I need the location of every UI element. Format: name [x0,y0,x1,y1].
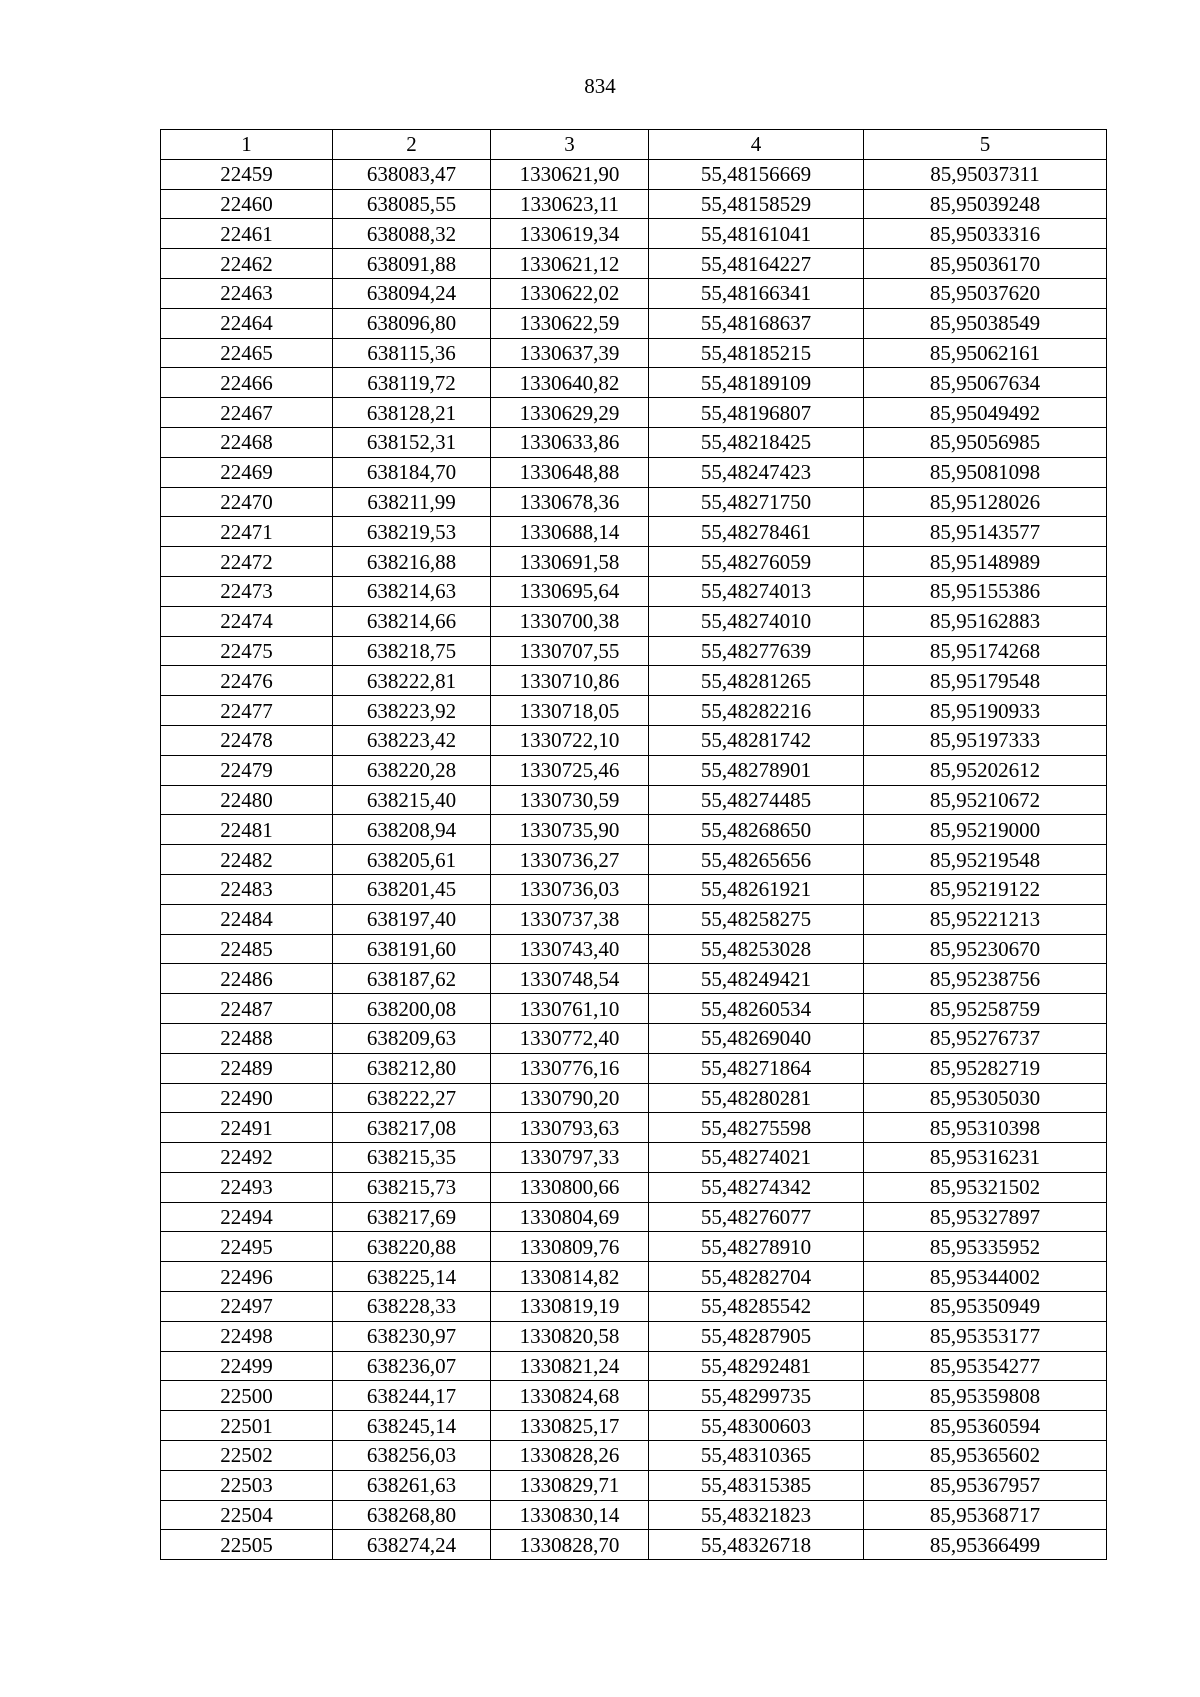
x-coordinate-cell: 638222,81 [333,666,491,696]
point-number-cell: 22476 [161,666,333,696]
column-header: 3 [491,130,649,160]
x-coordinate-cell: 638191,60 [333,934,491,964]
table-row [161,219,1107,249]
longitude-cell: 85,95039248 [864,189,1107,219]
y-coordinate-cell: 1330820,58 [491,1321,649,1351]
point-number-cell: 22470 [161,487,333,517]
point-number-cell: 22490 [161,1083,333,1113]
latitude-cell: 55,48278901 [649,755,864,785]
point-number-cell: 22495 [161,1232,333,1262]
y-coordinate-cell: 1330700,38 [491,606,649,636]
x-coordinate-cell: 638152,31 [333,427,491,457]
x-coordinate-cell: 638128,21 [333,398,491,428]
table-row [161,1172,1107,1202]
latitude-cell: 55,48274013 [649,576,864,606]
point-number-cell: 22474 [161,606,333,636]
latitude-cell: 55,48261921 [649,874,864,904]
y-coordinate-cell: 1330821,24 [491,1351,649,1381]
y-coordinate-cell: 1330824,68 [491,1381,649,1411]
x-coordinate-cell: 638212,80 [333,1053,491,1083]
point-number-cell: 22473 [161,576,333,606]
latitude-cell: 55,48247423 [649,457,864,487]
y-coordinate-cell: 1330735,90 [491,815,649,845]
latitude-cell: 55,48268650 [649,815,864,845]
table-row [161,1143,1107,1173]
y-coordinate-cell: 1330648,88 [491,457,649,487]
column-header: 4 [649,130,864,160]
latitude-cell: 55,48166341 [649,278,864,308]
longitude-cell: 85,95219548 [864,845,1107,875]
table-row [161,755,1107,785]
table-row [161,1411,1107,1441]
y-coordinate-cell: 1330619,34 [491,219,649,249]
latitude-cell: 55,48299735 [649,1381,864,1411]
point-number-cell: 22464 [161,308,333,338]
point-number-cell: 22500 [161,1381,333,1411]
table-header [161,130,1107,160]
point-number-cell: 22496 [161,1262,333,1292]
table-row [161,1023,1107,1053]
y-coordinate-cell: 1330718,05 [491,696,649,726]
y-coordinate-cell: 1330621,90 [491,159,649,189]
point-number-cell: 22505 [161,1530,333,1560]
latitude-cell: 55,48158529 [649,189,864,219]
point-number-cell: 22472 [161,547,333,577]
point-number-cell: 22484 [161,904,333,934]
x-coordinate-cell: 638261,63 [333,1470,491,1500]
y-coordinate-cell: 1330830,14 [491,1500,649,1530]
y-coordinate-cell: 1330737,38 [491,904,649,934]
longitude-cell: 85,95067634 [864,368,1107,398]
table-row [161,725,1107,755]
table-row [161,487,1107,517]
y-coordinate-cell: 1330691,58 [491,547,649,577]
point-number-cell: 22465 [161,338,333,368]
point-number-cell: 22481 [161,815,333,845]
longitude-cell: 85,95360594 [864,1411,1107,1441]
y-coordinate-cell: 1330710,86 [491,666,649,696]
table-row [161,666,1107,696]
latitude-cell: 55,48271864 [649,1053,864,1083]
x-coordinate-cell: 638209,63 [333,1023,491,1053]
longitude-cell: 85,95366499 [864,1530,1107,1560]
page-number: 834 [584,74,616,98]
x-coordinate-cell: 638215,40 [333,785,491,815]
table-row [161,1083,1107,1113]
point-number-cell: 22503 [161,1470,333,1500]
latitude-cell: 55,48281742 [649,725,864,755]
table-row [161,398,1107,428]
table-row [161,1530,1107,1560]
latitude-cell: 55,48310365 [649,1441,864,1471]
x-coordinate-cell: 638091,88 [333,249,491,279]
x-coordinate-cell: 638085,55 [333,189,491,219]
latitude-cell: 55,48258275 [649,904,864,934]
point-number-cell: 22489 [161,1053,333,1083]
latitude-cell: 55,48253028 [649,934,864,964]
longitude-cell: 85,95310398 [864,1113,1107,1143]
y-coordinate-cell: 1330828,70 [491,1530,649,1560]
y-coordinate-cell: 1330640,82 [491,368,649,398]
y-coordinate-cell: 1330722,10 [491,725,649,755]
latitude-cell: 55,48276077 [649,1202,864,1232]
longitude-cell: 85,95219000 [864,815,1107,845]
x-coordinate-cell: 638115,36 [333,338,491,368]
longitude-cell: 85,95344002 [864,1262,1107,1292]
longitude-cell: 85,95238756 [864,964,1107,994]
x-coordinate-cell: 638200,08 [333,994,491,1024]
x-coordinate-cell: 638211,99 [333,487,491,517]
y-coordinate-cell: 1330633,86 [491,427,649,457]
longitude-cell: 85,95162883 [864,606,1107,636]
latitude-cell: 55,48278910 [649,1232,864,1262]
point-number-cell: 22492 [161,1143,333,1173]
x-coordinate-cell: 638215,73 [333,1172,491,1202]
y-coordinate-cell: 1330804,69 [491,1202,649,1232]
point-number-cell: 22493 [161,1172,333,1202]
point-number-cell: 22467 [161,398,333,428]
y-coordinate-cell: 1330743,40 [491,934,649,964]
point-number-cell: 22460 [161,189,333,219]
longitude-cell: 85,95033316 [864,219,1107,249]
longitude-cell: 85,95353177 [864,1321,1107,1351]
table-row [161,845,1107,875]
y-coordinate-cell: 1330828,26 [491,1441,649,1471]
point-number-cell: 22478 [161,725,333,755]
point-number-cell: 22479 [161,755,333,785]
latitude-cell: 55,48274342 [649,1172,864,1202]
y-coordinate-cell: 1330688,14 [491,517,649,547]
longitude-cell: 85,95359808 [864,1381,1107,1411]
table-row [161,904,1107,934]
table-row [161,308,1107,338]
x-coordinate-cell: 638223,42 [333,725,491,755]
table-row [161,994,1107,1024]
longitude-cell: 85,95037620 [864,278,1107,308]
latitude-cell: 55,48300603 [649,1411,864,1441]
x-coordinate-cell: 638244,17 [333,1381,491,1411]
longitude-cell: 85,95202612 [864,755,1107,785]
y-coordinate-cell: 1330748,54 [491,964,649,994]
table-row [161,964,1107,994]
y-coordinate-cell: 1330793,63 [491,1113,649,1143]
latitude-cell: 55,48274010 [649,606,864,636]
x-coordinate-cell: 638083,47 [333,159,491,189]
latitude-cell: 55,48249421 [649,964,864,994]
y-coordinate-cell: 1330695,64 [491,576,649,606]
y-coordinate-cell: 1330730,59 [491,785,649,815]
latitude-cell: 55,48164227 [649,249,864,279]
column-header: 1 [161,130,333,160]
longitude-cell: 85,95038549 [864,308,1107,338]
table-row [161,696,1107,726]
latitude-cell: 55,48271750 [649,487,864,517]
latitude-cell: 55,48326718 [649,1530,864,1560]
longitude-cell: 85,95174268 [864,636,1107,666]
longitude-cell: 85,95049492 [864,398,1107,428]
x-coordinate-cell: 638088,32 [333,219,491,249]
table-row [161,1500,1107,1530]
x-coordinate-cell: 638217,69 [333,1202,491,1232]
x-coordinate-cell: 638225,14 [333,1262,491,1292]
latitude-cell: 55,48278461 [649,517,864,547]
latitude-cell: 55,48276059 [649,547,864,577]
table-row [161,1441,1107,1471]
longitude-cell: 85,95128026 [864,487,1107,517]
table-row [161,1292,1107,1322]
table-row [161,427,1107,457]
y-coordinate-cell: 1330622,02 [491,278,649,308]
y-coordinate-cell: 1330761,10 [491,994,649,1024]
table-row [161,1113,1107,1143]
y-coordinate-cell: 1330829,71 [491,1470,649,1500]
longitude-cell: 85,95190933 [864,696,1107,726]
point-number-cell: 22463 [161,278,333,308]
y-coordinate-cell: 1330637,39 [491,338,649,368]
table-row [161,368,1107,398]
x-coordinate-cell: 638184,70 [333,457,491,487]
y-coordinate-cell: 1330814,82 [491,1262,649,1292]
longitude-cell: 85,95179548 [864,666,1107,696]
longitude-cell: 85,95148989 [864,547,1107,577]
latitude-cell: 55,48269040 [649,1023,864,1053]
header-row [161,130,1107,160]
x-coordinate-cell: 638236,07 [333,1351,491,1381]
table-row [161,1053,1107,1083]
longitude-cell: 85,95197333 [864,725,1107,755]
y-coordinate-cell: 1330819,19 [491,1292,649,1322]
x-coordinate-cell: 638217,08 [333,1113,491,1143]
longitude-cell: 85,95350949 [864,1292,1107,1322]
table-row [161,278,1107,308]
latitude-cell: 55,48196807 [649,398,864,428]
latitude-cell: 55,48280281 [649,1083,864,1113]
latitude-cell: 55,48189109 [649,368,864,398]
longitude-cell: 85,95219122 [864,874,1107,904]
longitude-cell: 85,95365602 [864,1441,1107,1471]
y-coordinate-cell: 1330707,55 [491,636,649,666]
longitude-cell: 85,95258759 [864,994,1107,1024]
table-row [161,1381,1107,1411]
point-number-cell: 22483 [161,874,333,904]
table-row [161,1262,1107,1292]
point-number-cell: 22504 [161,1500,333,1530]
table-row [161,636,1107,666]
x-coordinate-cell: 638197,40 [333,904,491,934]
x-coordinate-cell: 638223,92 [333,696,491,726]
latitude-cell: 55,48281265 [649,666,864,696]
y-coordinate-cell: 1330776,16 [491,1053,649,1083]
longitude-cell: 85,95155386 [864,576,1107,606]
x-coordinate-cell: 638216,88 [333,547,491,577]
table-row [161,457,1107,487]
table-row [161,1351,1107,1381]
point-number-cell: 22488 [161,1023,333,1053]
longitude-cell: 85,95321502 [864,1172,1107,1202]
table-row [161,547,1107,577]
longitude-cell: 85,95327897 [864,1202,1107,1232]
table-row [161,338,1107,368]
x-coordinate-cell: 638218,75 [333,636,491,666]
column-header: 2 [333,130,491,160]
point-number-cell: 22466 [161,368,333,398]
latitude-cell: 55,48282216 [649,696,864,726]
y-coordinate-cell: 1330772,40 [491,1023,649,1053]
y-coordinate-cell: 1330736,03 [491,874,649,904]
table-row [161,815,1107,845]
y-coordinate-cell: 1330678,36 [491,487,649,517]
x-coordinate-cell: 638094,24 [333,278,491,308]
point-number-cell: 22459 [161,159,333,189]
latitude-cell: 55,48161041 [649,219,864,249]
y-coordinate-cell: 1330623,11 [491,189,649,219]
longitude-cell: 85,95367957 [864,1470,1107,1500]
table-row [161,874,1107,904]
x-coordinate-cell: 638220,28 [333,755,491,785]
x-coordinate-cell: 638274,24 [333,1530,491,1560]
latitude-cell: 55,48282704 [649,1262,864,1292]
latitude-cell: 55,48321823 [649,1500,864,1530]
longitude-cell: 85,95282719 [864,1053,1107,1083]
longitude-cell: 85,95230670 [864,934,1107,964]
x-coordinate-cell: 638256,03 [333,1441,491,1471]
longitude-cell: 85,95276737 [864,1023,1107,1053]
table-row [161,785,1107,815]
longitude-cell: 85,95056985 [864,427,1107,457]
y-coordinate-cell: 1330622,59 [491,308,649,338]
y-coordinate-cell: 1330800,66 [491,1172,649,1202]
latitude-cell: 55,48265656 [649,845,864,875]
table-row [161,1470,1107,1500]
latitude-cell: 55,48168637 [649,308,864,338]
x-coordinate-cell: 638228,33 [333,1292,491,1322]
x-coordinate-cell: 638214,66 [333,606,491,636]
latitude-cell: 55,48185215 [649,338,864,368]
longitude-cell: 85,95221213 [864,904,1107,934]
latitude-cell: 55,48287905 [649,1321,864,1351]
x-coordinate-cell: 638245,14 [333,1411,491,1441]
x-coordinate-cell: 638119,72 [333,368,491,398]
x-coordinate-cell: 638230,97 [333,1321,491,1351]
longitude-cell: 85,95062161 [864,338,1107,368]
latitude-cell: 55,48260534 [649,994,864,1024]
point-number-cell: 22462 [161,249,333,279]
longitude-cell: 85,95037311 [864,159,1107,189]
table-row [161,1202,1107,1232]
longitude-cell: 85,95354277 [864,1351,1107,1381]
table-row [161,1232,1107,1262]
longitude-cell: 85,95210672 [864,785,1107,815]
y-coordinate-cell: 1330809,76 [491,1232,649,1262]
latitude-cell: 55,48156669 [649,159,864,189]
longitude-cell: 85,95335952 [864,1232,1107,1262]
table-row [161,1321,1107,1351]
x-coordinate-cell: 638201,45 [333,874,491,904]
point-number-cell: 22461 [161,219,333,249]
y-coordinate-cell: 1330736,27 [491,845,649,875]
point-number-cell: 22475 [161,636,333,666]
latitude-cell: 55,48292481 [649,1351,864,1381]
point-number-cell: 22499 [161,1351,333,1381]
longitude-cell: 85,95305030 [864,1083,1107,1113]
x-coordinate-cell: 638208,94 [333,815,491,845]
y-coordinate-cell: 1330825,17 [491,1411,649,1441]
longitude-cell: 85,95081098 [864,457,1107,487]
x-coordinate-cell: 638205,61 [333,845,491,875]
table-row [161,606,1107,636]
x-coordinate-cell: 638215,35 [333,1143,491,1173]
point-number-cell: 22491 [161,1113,333,1143]
point-number-cell: 22494 [161,1202,333,1232]
x-coordinate-cell: 638220,88 [333,1232,491,1262]
longitude-cell: 85,95143577 [864,517,1107,547]
latitude-cell: 55,48275598 [649,1113,864,1143]
point-number-cell: 22468 [161,427,333,457]
y-coordinate-cell: 1330790,20 [491,1083,649,1113]
point-number-cell: 22469 [161,457,333,487]
point-number-cell: 22497 [161,1292,333,1322]
point-number-cell: 22482 [161,845,333,875]
table-body [161,159,1107,1559]
table-row [161,934,1107,964]
table-row [161,189,1107,219]
y-coordinate-cell: 1330629,29 [491,398,649,428]
coordinates-table [160,129,1107,1560]
table-row [161,517,1107,547]
x-coordinate-cell: 638268,80 [333,1500,491,1530]
latitude-cell: 55,48274485 [649,785,864,815]
x-coordinate-cell: 638096,80 [333,308,491,338]
longitude-cell: 85,95036170 [864,249,1107,279]
longitude-cell: 85,95316231 [864,1143,1107,1173]
table-row [161,576,1107,606]
y-coordinate-cell: 1330725,46 [491,755,649,785]
point-number-cell: 22486 [161,964,333,994]
point-number-cell: 22498 [161,1321,333,1351]
column-header: 5 [864,130,1107,160]
point-number-cell: 22477 [161,696,333,726]
x-coordinate-cell: 638222,27 [333,1083,491,1113]
point-number-cell: 22501 [161,1411,333,1441]
longitude-cell: 85,95368717 [864,1500,1107,1530]
table-row [161,249,1107,279]
latitude-cell: 55,48315385 [649,1470,864,1500]
x-coordinate-cell: 638214,63 [333,576,491,606]
latitude-cell: 55,48274021 [649,1143,864,1173]
latitude-cell: 55,48218425 [649,427,864,457]
x-coordinate-cell: 638219,53 [333,517,491,547]
point-number-cell: 22480 [161,785,333,815]
latitude-cell: 55,48285542 [649,1292,864,1322]
point-number-cell: 22487 [161,994,333,1024]
y-coordinate-cell: 1330797,33 [491,1143,649,1173]
latitude-cell: 55,48277639 [649,636,864,666]
point-number-cell: 22485 [161,934,333,964]
x-coordinate-cell: 638187,62 [333,964,491,994]
table-row [161,159,1107,189]
point-number-cell: 22502 [161,1441,333,1471]
y-coordinate-cell: 1330621,12 [491,249,649,279]
point-number-cell: 22471 [161,517,333,547]
